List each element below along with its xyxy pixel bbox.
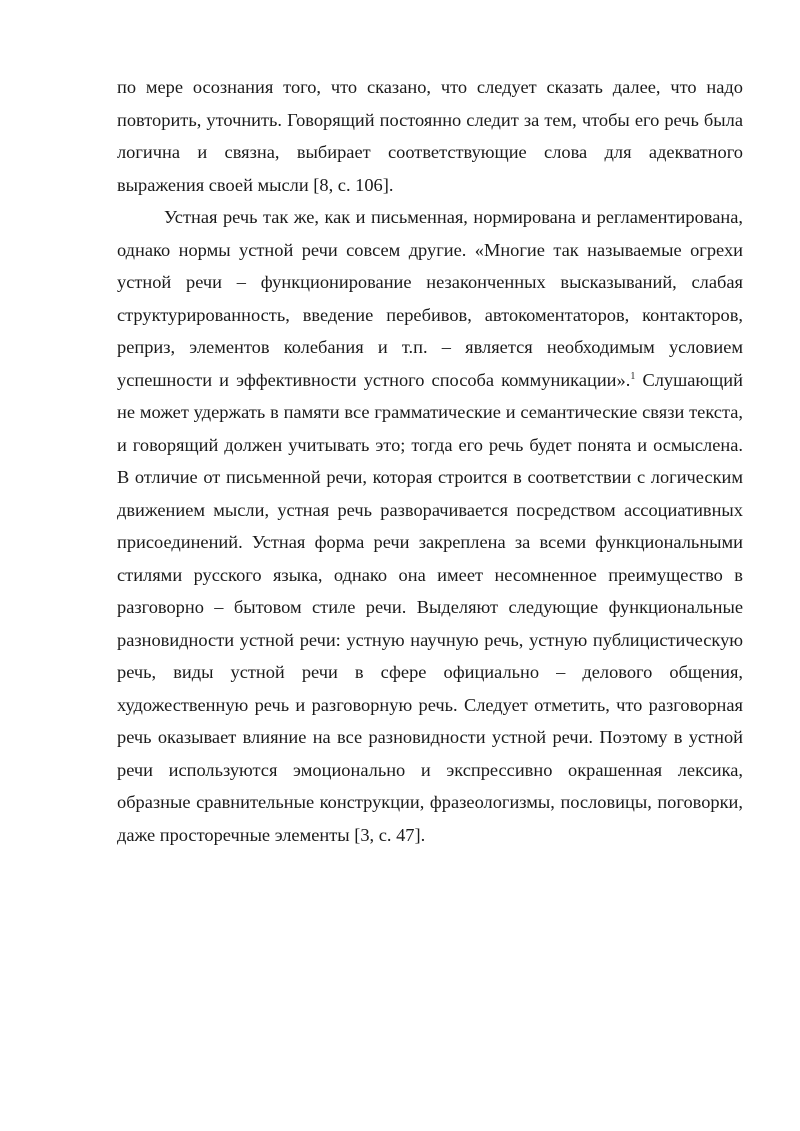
paragraph-text-part-1: Устная речь так же, как и письменная, нормирована и регламентирована, однако нормы устной речи совсем другие. «Многие так называемые огрехи устной речи – функционирование незаконченных высказываний, слабая структурированность, введение перебивов, автокоментаторов, контакторов, реприз, элементов колебания и т.п. – является необходимым условием успешности и эффективности устного способа коммуникации».	[117, 207, 743, 390]
body-text	[117, 71, 743, 851]
paragraph-oral-speech	[117, 201, 743, 851]
paragraph-text-part-2: Слушающий не может удержать в памяти все грамматические и семантические связи текста, и говорящий должен учитывать это; тогда его речь будет понята и осмыслена. В отличие от письменной речи, которая строится в соответствии с логическим движением мысли, устная речь разворачивается посредством ассоциативных присоединений. Устная форма речи закреплена за всеми функциональными стилями русского языка, однако она имеет несомненное преимущество в разговорно – бытовом стиле речи. Выделяют следующие функциональные разновидности устной речи: устную научную речь, устную публицистическую речь, виды устной речи в сфере официально – делового общения, художественную речь и разговорную речь. Следует отметить, что разговорная речь оказывает влияние на все разновидности устной речи. Поэтому в устной речи используются эмоционально и экспрессивно окрашенная лексика, образные сравнительные конструкции, фразеологизмы, пословицы, поговорки, даже просторечные элементы [3, с. 47].	[117, 369, 743, 845]
paragraph-continuation: по мере осознания того, что сказано, что следует сказать далее, что надо повторить, уточнить. Говорящий постоянно следит за тем, чтобы его речь была логична и связна, выбирает соответствующие слова для адекватного выражения своей мысли [8, с. 106].	[117, 77, 743, 195]
footnote-reference[interactable]: 1	[630, 370, 636, 382]
